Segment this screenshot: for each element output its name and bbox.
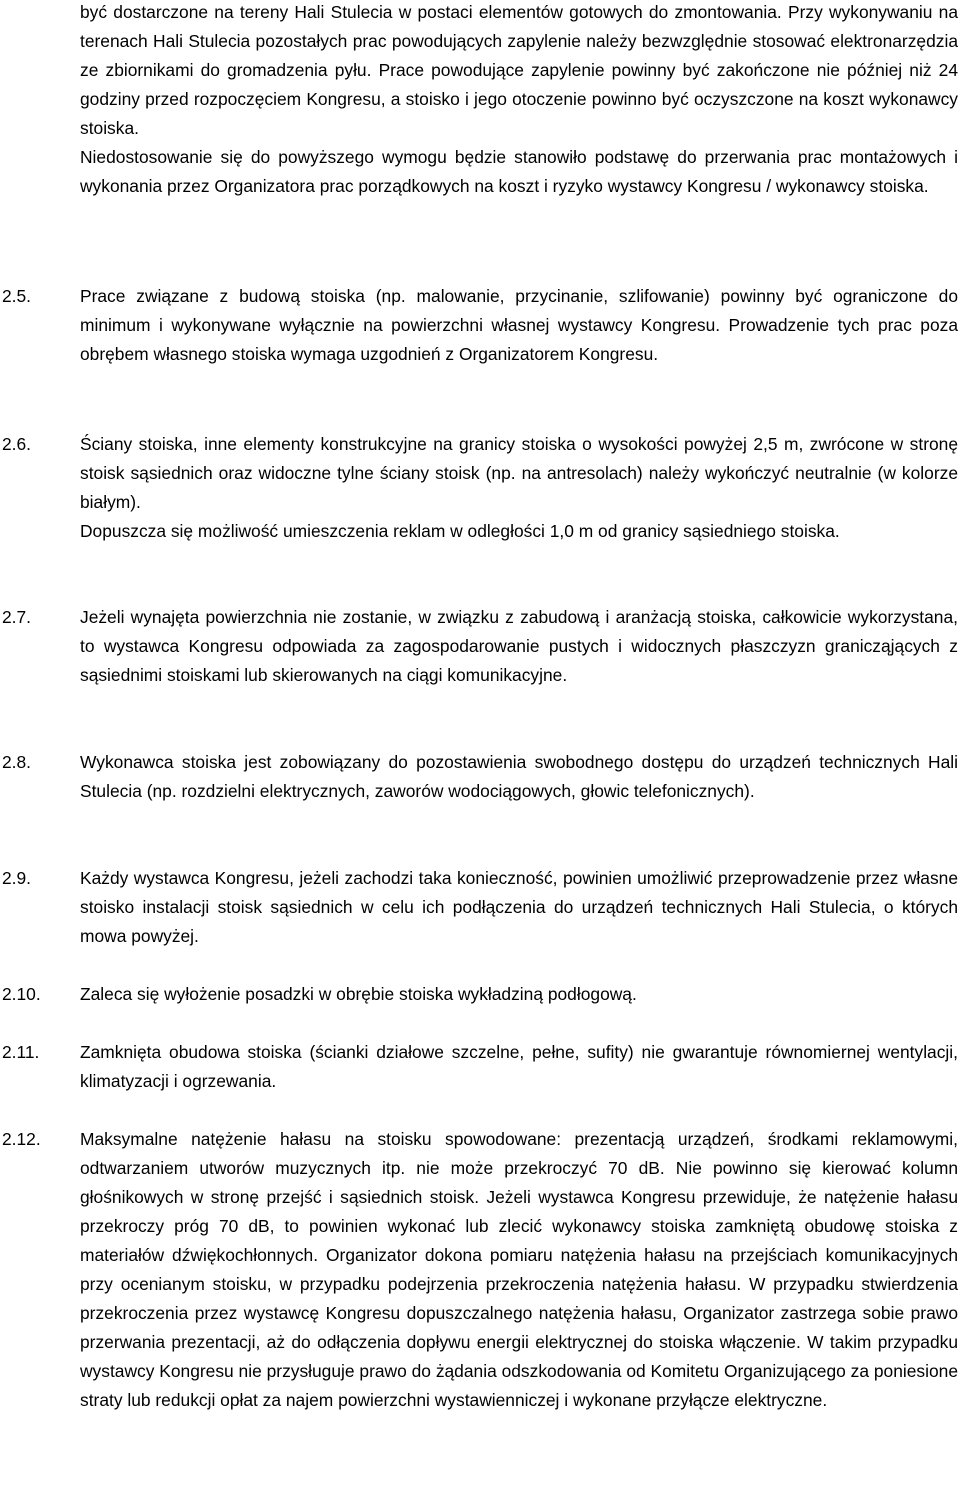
intro-paragraph: być dostarczone na tereny Hali Stulecia w postaci elementów gotowych do zmontowania. Przy wykonywaniu na terenach Hali Stulecia pozostałych prac powodujących zapylenie należy bezwzględnie stosować elektronarzędzia ze zbiornikami do gromadzenia pyłu. Prace powodujące zapylenie powinny być zakończone nie później niż 24 godziny przed rozpoczęciem Kongresu, a stoisko i jego otoczenie powinno być oczyszczone na koszt wykonawcy stoiska. xyxy=(80,2,958,138)
section-paragraph: Zamknięta obudowa stoiska (ścianki działowe szczelne, pełne, sufity) nie gwarantuje równomiernej wentylacji, klimatyzacji i ogrzewania. xyxy=(80,1042,958,1091)
section-paragraph: Maksymalne natężenie hałasu na stoisku spowodowane: prezentacją urządzeń, środkami reklamowymi, odtwarzaniem utworów muzycznych itp. nie może przekroczyć 70 dB. Nie powinno się kierować kolumn głośnikowych w stronę przejść i sąsiednich stoisk. Jeżeli wystawca Kongresu przewiduje, że natężenie hałasu przekroczy próg 70 dB, to powinien wykonać lub zlecić wykonawcy stoiska zamkniętą obudowę stoiska z materiałów dźwiękochłonnych. Organizator dokona pomiaru natężenia hałasu na przejściach komunikacyjnych przy ocenianym stoisku, w przypadku podejrzenia przekroczenia natężenia hałasu. W przypadku stwierdzenia przekroczenia przez wystawcę Kongresu dopuszczalnego natężenia hałasu, Organizator zastrzega sobie prawo przerwania prezentacji, aż do odłączenia dopływu energii elektrycznej do stoiska włączenie. W takim przypadku wystawcy Kongresu nie przysługuje prawo do żądania odszkodowania od Komitetu Organizującego za poniesione straty lub redukcji opłat za najem powierzchni wystawienniczej i wykonane przyłącze elektryczne. xyxy=(80,1129,958,1410)
section-body xyxy=(80,980,958,1009)
section-paragraph: Każdy wystawca Kongresu, jeżeli zachodzi taka konieczność, powinien umożliwić przeprowadzenie przez własne stoisko instalacji stoisk sąsiednich w celu ich podłączenia do urządzeń technicznych Hali Stulecia, o których mowa powyżej. xyxy=(80,868,958,946)
section-number: 2.7. xyxy=(2,607,32,627)
section-2-11 xyxy=(0,1038,958,1096)
section-body xyxy=(80,1125,958,1415)
section-body xyxy=(80,282,958,369)
section-paragraph: Zaleca się wyłożenie posadzki w obrębie stoiska wykładziną podłogową. xyxy=(80,984,637,1004)
section-2-6 xyxy=(0,430,958,546)
section-number: 2.6. xyxy=(2,434,32,454)
section-paragraph: Dopuszcza się możliwość umieszczenia reklam w odległości 1,0 m od granicy sąsiedniego stoiska. xyxy=(80,521,840,541)
section-2-9 xyxy=(0,864,958,951)
section-number: 2.10. xyxy=(2,984,41,1004)
section-paragraph: Wykonawca stoiska jest zobowiązany do pozostawienia swobodnego dostępu do urządzeń technicznych Hali Stulecia (np. rozdzielni elektrycznych, zaworów wodociągowych, głowic telefonicznych). xyxy=(80,752,958,801)
section-number: 2.5. xyxy=(2,286,32,306)
section-number: 2.12. xyxy=(2,1129,41,1149)
section-paragraph: Jeżeli wynajęta powierzchnia nie zostanie, w związku z zabudową i aranżacją stoiska, całkowicie wykorzystana, to wystawca Kongresu odpowiada za zagospodarowanie pustych i widocznych płaszczyzn granicząjących z sąsiednimi stoiskami lub skierowanych na ciągi komunikacyjne. xyxy=(80,607,958,685)
section-body xyxy=(80,748,958,806)
section-body xyxy=(80,430,958,546)
section-2-7 xyxy=(0,603,958,690)
section-number: 2.9. xyxy=(2,868,32,888)
section-body xyxy=(80,603,958,690)
section-paragraph: Prace związane z budową stoiska (np. malowanie, przycinanie, szlifowanie) powinny być ograniczone do minimum i wykonywane wyłącznie na powierzchni własnej wystawcy Kongresu. Prowadzenie tych prac poza obrębem własnego stoiska wymaga uzgodnień z Organizatorem Kongresu. xyxy=(80,286,958,364)
section-2-5 xyxy=(0,282,958,369)
section-2-12 xyxy=(0,1125,958,1415)
section-paragraph: Ściany stoiska, inne elementy konstrukcyjne na granicy stoiska o wysokości powyżej 2,5 m, zwrócone w stronę stoisk sąsiednich oraz widoczne tylne ściany stoisk (np. na antresolach) należy wykończyć neutralnie (w kolorze białym). xyxy=(80,434,958,512)
section-number: 2.8. xyxy=(2,752,32,772)
section-2-10 xyxy=(0,980,958,1009)
section-2-8 xyxy=(0,748,958,806)
intro-text xyxy=(80,0,958,201)
section-body xyxy=(80,864,958,951)
section-body xyxy=(80,1038,958,1096)
intro-paragraph: Niedostosowanie się do powyższego wymogu będzie stanowiło podstawę do przerwania prac montażowych i wykonania przez Organizatora prac porządkowych na koszt i ryzyko wystawcy Kongresu / wykonawcy stoiska. xyxy=(80,147,958,196)
section-number: 2.11. xyxy=(2,1042,40,1062)
